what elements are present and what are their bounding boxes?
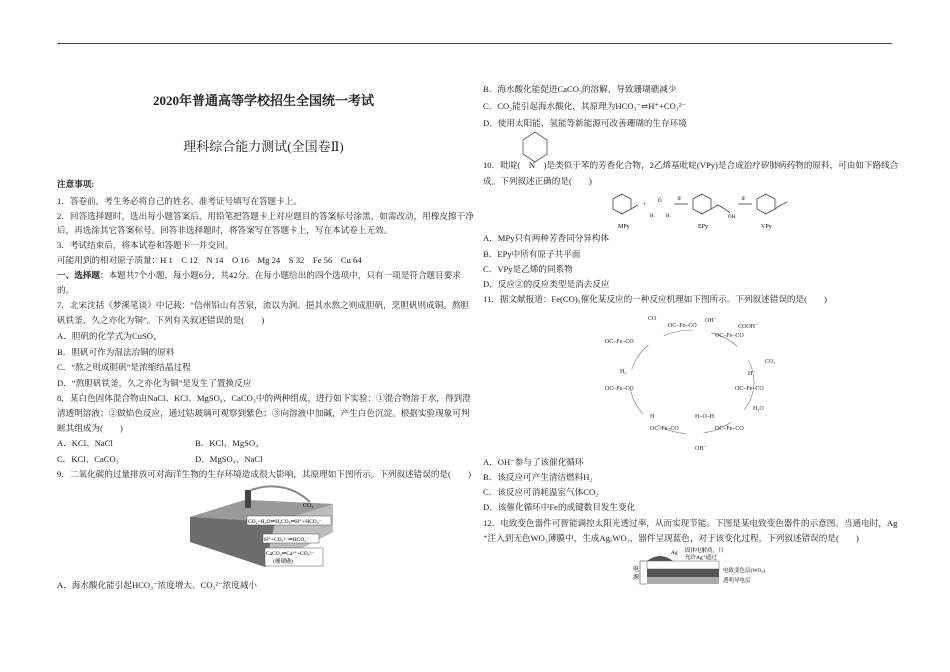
fig-label: 透明导电层: [723, 578, 751, 584]
q8-option-b: B．KCl、MgSO₄: [195, 438, 259, 448]
note-item: 3．考试结束后，将本试卷和答题卡一并交回。: [57, 240, 234, 250]
fig-label: H⁺+CO₃²⁻⇌HCO₃⁻: [264, 537, 310, 543]
atom-label: OH: [728, 215, 736, 220]
ocean-co2-figure: [185, 482, 335, 570]
q10-option-d: D．反应②的反应类型是消去反应: [483, 279, 610, 289]
q10-stem: 成。下列叙述正确的是( ): [483, 176, 592, 186]
svg-text:OC–Fe–CO: OC–Fe–CO: [715, 426, 744, 432]
label-epy: EPy: [698, 224, 709, 230]
ag-electrode: [647, 556, 673, 561]
q9-option-d: D．使用太阳能、氢能等新能源可改善珊瑚的生存环境: [483, 118, 687, 128]
q7-option-a: A．胆矾的化学式为CuSO₄: [57, 331, 156, 341]
q8-stem: 8．某白色固体混合物由NaCl、KCl、MgSO₄、CaCO₃中的两种组成，进行如下实验：①混合物溶于水，得到澄: [57, 393, 471, 403]
q12-stem: ⁺注入到无色WO₃薄膜中，生成AgₓWO₃，器件呈现蓝色，对于该变化过程，下列叙述错误的是( ): [483, 533, 859, 543]
q8-option-d: D．MgSO₄、NaCl: [195, 454, 263, 464]
page-subtitle: 理科综合能力测试(全国卷Ⅱ): [183, 139, 344, 154]
page-title: 2020年普通高等学校招生全国统一考试: [152, 93, 374, 108]
top-rule: [57, 43, 892, 44]
q9-option-c: C．CO₂能引起海水酸化，其原理为HCO₃⁻⇌H⁺+CO₃²⁻: [483, 101, 686, 111]
fig-label: 固体电解质，只: [685, 548, 724, 554]
fe-co-catalytic-cycle: [600, 310, 790, 455]
svg-text:OC–Fe–CO: OC–Fe–CO: [715, 333, 744, 339]
atom-label: H: [650, 214, 654, 219]
fig-label: CaCO₃⇌Ca²⁺+CO₃²⁻: [266, 551, 315, 557]
note-item: 后，再选涂其它答案标号。回答非选择题时，将答案写在答题卡上，写在本试卷上无效。: [57, 225, 393, 235]
q7-stem: 矾铁釜，久之亦化为铜”。下列有关叙述错误的是( ): [57, 315, 265, 325]
section-text-cont: 的。: [57, 285, 75, 295]
q10-option-a: A．MPy只有两种芳香同分异构体: [483, 233, 610, 243]
svg-text:OC–Fe–CO: OC–Fe–CO: [735, 386, 764, 392]
cycle-label-cooh: COOH⁻: [738, 324, 759, 330]
q10-option-b: B．EPy中所有原子共平面: [483, 249, 581, 259]
atom-label: O: [658, 199, 662, 204]
factory-chimney: [245, 490, 251, 508]
vpy-synthesis-scheme: [610, 190, 790, 232]
svg-text:OC–Fe–CO: OC–Fe–CO: [605, 339, 634, 345]
fig-label: Ag: [671, 550, 678, 556]
svg-text:OC–Fe–CO: OC–Fe–CO: [650, 426, 679, 432]
step-1-label: ①: [677, 197, 682, 202]
q11-option-a: A．OH⁻参与了该催化循环: [483, 457, 584, 467]
note-item: 1．答卷前，考生务必将自己的姓名、准考证号填写在答题卡上。: [57, 196, 302, 206]
cycle-label-h: H: [650, 414, 655, 420]
label-vpy: VPy: [761, 224, 772, 230]
atomic-masses: 可能用到的相对原子质量：H 1 C 12 N 14 O 16 Mg 24 S 32 Fe 56 Cu 64: [57, 255, 362, 265]
q8-option-c: C．KCl、CaCO₃: [57, 454, 119, 464]
section-label: 一、选择题: [57, 270, 100, 280]
fig-label: 电致变色层(WO₃): [723, 568, 765, 574]
notes-heading: 注意事项:: [57, 179, 95, 189]
cycle-label-h2o: H₂O: [753, 406, 764, 412]
q8-option-a: A．KCl、NaCl: [57, 438, 113, 448]
cycle-label-co2: CO₂: [765, 359, 776, 365]
q8-stem: 断其组成为( ): [57, 423, 123, 433]
q11-stem: 11．据文献报道：Fe(CO)₅催化某反应的一种反应机理如下图所示。下列叙述错误的是( ): [483, 294, 828, 304]
fig-label: 允许Ag⁺通过: [685, 555, 717, 561]
svg-text:+: +: [643, 202, 647, 208]
label-mpy: MPy: [618, 224, 630, 230]
cycle-label-co: CO: [648, 316, 657, 322]
atom-label: H: [666, 214, 670, 219]
q9-stem: 9．二氧化碳的过量排放可对海洋生物的生存环境造成很大影响，其原理如下图所示。下列叙述错误的是( ): [57, 469, 471, 479]
q10-option-c: C．VPy是乙烯的同系物: [483, 264, 573, 274]
q10-stem: 10．吡啶( N )是类似于苯的芳香化合物，2乙烯基吡啶(VPy)是合成治疗矽肺病药物的原料，可由如下路线合: [483, 160, 899, 170]
cycle-label-hoh: H–O–H: [695, 414, 714, 420]
fig-label: CO₂+H₂O⇌H₂CO₃⇌H⁺+HCO₃⁻: [248, 519, 322, 525]
cycle-label-oh: OH⁻: [705, 318, 717, 324]
section-text: ：本题共7个小题，每小题6分，共42分。在每小题给出的四个选项中，只有一项是符合题目要求: [99, 270, 461, 280]
cycle-label-h2: H₂: [620, 369, 627, 375]
q9-option-b: B．海水酸化能促进CaCO₃的溶解，导致珊瑚礁减少: [483, 84, 677, 94]
fig-label: (珊瑚礁): [273, 559, 294, 565]
fig-label: CO₂: [303, 503, 314, 509]
q7-option-b: B．胆矾可作为湿法冶铜的原料: [57, 347, 175, 357]
fig-label: 源: [633, 575, 640, 581]
q7-option-c: C．“熬之则成胆矾”是浓缩结晶过程: [57, 362, 191, 372]
note-item: 2．回答选择题时，选出每小题答案后，用铅笔把答题卡上对应题目的答案标号涂黑，如需改动，用橡皮擦干净: [57, 211, 474, 221]
q8-stem: 清透明溶液；②做焰色反应，通过钴玻璃可观察到紫色；③向溶液中加碱，产生白色沉淀。根据实验现象可判: [57, 408, 470, 418]
section-intro: [57, 269, 461, 281]
q11-option-d: D．该催化循环中Fe的成键数目发生变化: [483, 502, 636, 512]
svg-text:OC–Fe–CO: OC–Fe–CO: [668, 323, 697, 329]
step-2-label: ②: [741, 197, 746, 202]
conductive-layer: [647, 577, 719, 584]
wo3-layer: [647, 569, 719, 577]
fig-label: 电: [633, 567, 640, 573]
q11-option-c: C．该反应可消耗温室气体CO₂: [483, 487, 599, 497]
q12-stem: 12．电致变色器件可智能调控太阳光透过率，从而实现节能。下图是某电致变色器件的示意图。当通电时，Ag: [483, 518, 898, 528]
q7-stem: 7．北宋沈括《梦溪笔谈》中记载：“信州铅山有苦泉，流以为涧。挹其水熬之则成胆矾，烹胆矾则成铜。熬胆: [57, 300, 470, 310]
cycle-label-oh2: OH⁻: [695, 446, 707, 452]
electrochromic-device-figure: [605, 546, 765, 588]
q7-option-d: D．“熬胆矾铁釜，久之亦化为铜”是发生了置换反应: [57, 378, 252, 388]
cycle-label-h-minus: H⁻: [748, 371, 756, 377]
q9-option-a: A．海水酸化能引起HCO₃⁻浓度增大、CO₃²⁻浓度减小: [57, 580, 258, 590]
q11-option-b: B．该反应可产生清洁燃料H₂: [483, 472, 593, 482]
svg-text:OC–Fe–CO: OC–Fe–CO: [605, 386, 634, 392]
